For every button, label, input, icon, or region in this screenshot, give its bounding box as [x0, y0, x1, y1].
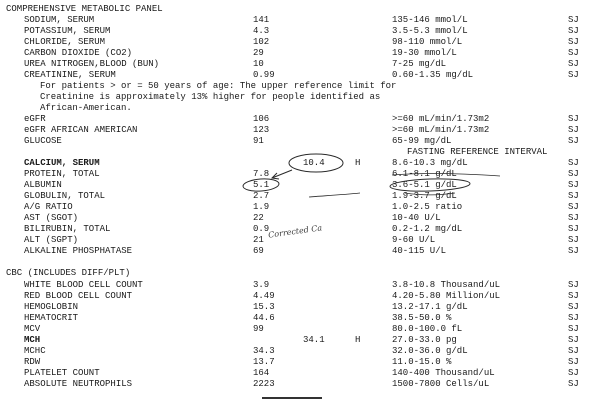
reference-range: 80.0-100.0 fL [392, 324, 463, 334]
test-result: 3.9 [253, 280, 270, 290]
reference-range: 0.2-1.2 mg/dL [392, 224, 463, 234]
lab-row [0, 191, 600, 202]
lab-row [0, 246, 600, 257]
test-result: 102 [253, 37, 270, 47]
test-result: 7.8 [253, 169, 270, 179]
test-name: ABSOLUTE NEUTROPHILS [24, 379, 133, 389]
site-code: SJ [568, 213, 579, 223]
test-result: 13.7 [253, 357, 275, 367]
lab-row [0, 48, 600, 59]
test-name: AST (SGOT) [24, 213, 79, 223]
site-code: SJ [568, 202, 579, 212]
test-name: eGFR AFRICAN AMERICAN [24, 125, 138, 135]
site-code: SJ [568, 125, 579, 135]
test-name: ALKALINE PHOSPHATASE [24, 246, 133, 256]
test-name: SODIUM, SERUM [24, 15, 95, 25]
test-result: 34.3 [253, 346, 275, 356]
lab-row [0, 125, 600, 136]
reference-range: 140-400 Thousand/uL [392, 368, 495, 378]
site-code: SJ [568, 235, 579, 245]
test-name: GLUCOSE [24, 136, 62, 146]
lab-row [0, 136, 600, 147]
site-code: SJ [568, 246, 579, 256]
site-code: SJ [568, 114, 579, 124]
test-name: CALCIUM, SERUM [24, 158, 100, 168]
test-result: 91 [253, 136, 264, 146]
lab-row [0, 26, 600, 37]
site-code: SJ [568, 346, 579, 356]
lab-row [0, 70, 600, 81]
site-code: SJ [568, 335, 579, 345]
test-result-abnormal: 10.4 [303, 158, 325, 168]
lab-row [0, 180, 600, 191]
site-code: SJ [568, 224, 579, 234]
lab-row [0, 15, 600, 26]
site-code: SJ [568, 26, 579, 36]
site-code: SJ [568, 70, 579, 80]
site-code: SJ [568, 368, 579, 378]
reference-range: 1500-7800 Cells/uL [392, 379, 490, 389]
reference-range: 6.1-8.1 g/dL [392, 169, 457, 179]
lab-row [0, 202, 600, 213]
test-name: CARBON DIOXIDE (CO2) [24, 48, 133, 58]
test-name: eGFR [24, 114, 46, 124]
test-result: 164 [253, 368, 270, 378]
test-name: MCV [24, 324, 41, 334]
reference-range: >=60 mL/min/1.73m2 [392, 125, 490, 135]
test-result: 4.49 [253, 291, 275, 301]
site-code: SJ [568, 158, 579, 168]
lab-row [0, 346, 600, 357]
creatinine-note-line: African-American. [40, 103, 132, 113]
reference-range: 3.8-10.8 Thousand/uL [392, 280, 501, 290]
reference-range: 1.0-2.5 ratio [392, 202, 463, 212]
test-name: CREATININE, SERUM [24, 70, 116, 80]
lab-row [0, 169, 600, 180]
test-result: 0.99 [253, 70, 275, 80]
test-result: 141 [253, 15, 270, 25]
test-name: GLOBULIN, TOTAL [24, 191, 106, 201]
test-name: BILIRUBIN, TOTAL [24, 224, 111, 234]
test-name: PLATELET COUNT [24, 368, 100, 378]
reference-range: 135-146 mmol/L [392, 15, 468, 25]
creatinine-note-line: Creatinine is approximately 13% higher for people identified as [40, 92, 381, 102]
lab-row [0, 313, 600, 324]
lab-row [0, 357, 600, 368]
test-name: ALT (SGPT) [24, 235, 79, 245]
test-name: UREA NITROGEN,BLOOD (BUN) [24, 59, 160, 69]
test-result: 22 [253, 213, 264, 223]
test-result: 5.1 [253, 180, 270, 190]
reference-range: 10-40 U/L [392, 213, 441, 223]
test-name: ALBUMIN [24, 180, 62, 190]
test-result: 21 [253, 235, 264, 245]
test-result: 1.9 [253, 202, 270, 212]
site-code: SJ [568, 48, 579, 58]
reference-range: 8.6-10.3 mg/dL [392, 158, 468, 168]
reference-range: 1.9-3.7 g/dL [392, 191, 457, 201]
site-code: SJ [568, 379, 579, 389]
test-result: 2.7 [253, 191, 270, 201]
site-code: SJ [568, 302, 579, 312]
test-result: 10 [253, 59, 264, 69]
site-code: SJ [568, 169, 579, 179]
reference-range: >=60 mL/min/1.73m2 [392, 114, 490, 124]
reference-range: 9-60 U/L [392, 235, 436, 245]
site-code: SJ [568, 291, 579, 301]
test-result: 99 [253, 324, 264, 334]
fasting-interval-label: FASTING REFERENCE INTERVAL [407, 147, 548, 157]
page-bottom-rule [262, 397, 322, 399]
reference-range: 0.60-1.35 mg/dL [392, 70, 474, 80]
reference-range: 7-25 mg/dL [392, 59, 447, 69]
reference-range: 3.6-5.1 g/dL [392, 180, 457, 190]
site-code: SJ [568, 324, 579, 334]
site-code: SJ [568, 280, 579, 290]
test-name: A/G RATIO [24, 202, 73, 212]
reference-range: 3.5-5.3 mmol/L [392, 26, 468, 36]
cbc-section-title: CBC (INCLUDES DIFF/PLT) [6, 268, 131, 278]
site-code: SJ [568, 37, 579, 47]
reference-range: 40-115 U/L [392, 246, 447, 256]
lab-row [0, 335, 600, 346]
test-name: POTASSIUM, SERUM [24, 26, 111, 36]
reference-range: 65-99 mg/dL [392, 136, 452, 146]
site-code: SJ [568, 136, 579, 146]
creatinine-note-line: For patients > or = 50 years of age: The upper reference limit for [40, 81, 397, 91]
cmp-section-title: COMPREHENSIVE METABOLIC PANEL [6, 4, 163, 14]
test-result: 69 [253, 246, 264, 256]
high-flag: H [355, 158, 361, 168]
test-result: 0.9 [253, 224, 270, 234]
reference-range: 4.20-5.80 Million/uL [392, 291, 501, 301]
lab-row [0, 59, 600, 70]
test-result: 4.3 [253, 26, 270, 36]
lab-row [0, 302, 600, 313]
site-code: SJ [568, 59, 579, 69]
reference-range: 11.0-15.0 % [392, 357, 452, 367]
site-code: SJ [568, 180, 579, 190]
lab-row [0, 291, 600, 302]
high-flag: H [355, 335, 361, 345]
site-code: SJ [568, 15, 579, 25]
reference-range: 27.0-33.0 pg [392, 335, 457, 345]
test-name: CHLORIDE, SERUM [24, 37, 106, 47]
lab-row [0, 37, 600, 48]
test-name: RDW [24, 357, 41, 367]
lab-row [0, 368, 600, 379]
lab-row [0, 114, 600, 125]
test-result: 106 [253, 114, 270, 124]
test-result: 44.6 [253, 313, 275, 323]
test-name: HEMATOCRIT [24, 313, 79, 323]
test-result-abnormal: 34.1 [303, 335, 325, 345]
test-name: HEMOGLOBIN [24, 302, 79, 312]
reference-range: 32.0-36.0 g/dL [392, 346, 468, 356]
lab-row [0, 213, 600, 224]
test-name: PROTEIN, TOTAL [24, 169, 100, 179]
site-code: SJ [568, 357, 579, 367]
lab-row [0, 235, 600, 246]
test-name: RED BLOOD CELL COUNT [24, 291, 133, 301]
site-code: SJ [568, 313, 579, 323]
test-result: 2223 [253, 379, 275, 389]
lab-row [0, 280, 600, 291]
handwritten-note: Corrected Ca [267, 223, 323, 240]
reference-range: 98-110 mmol/L [392, 37, 463, 47]
test-result: 15.3 [253, 302, 275, 312]
site-code: SJ [568, 191, 579, 201]
reference-range: 13.2-17.1 g/dL [392, 302, 468, 312]
test-result: 29 [253, 48, 264, 58]
test-name: MCHC [24, 346, 46, 356]
test-name: WHITE BLOOD CELL COUNT [24, 280, 143, 290]
reference-range: 19-30 mmol/L [392, 48, 457, 58]
lab-row [0, 379, 600, 390]
test-name: MCH [24, 335, 41, 345]
lab-row [0, 324, 600, 335]
lab-row [0, 158, 600, 169]
test-result: 123 [253, 125, 270, 135]
reference-range: 38.5-50.0 % [392, 313, 452, 323]
